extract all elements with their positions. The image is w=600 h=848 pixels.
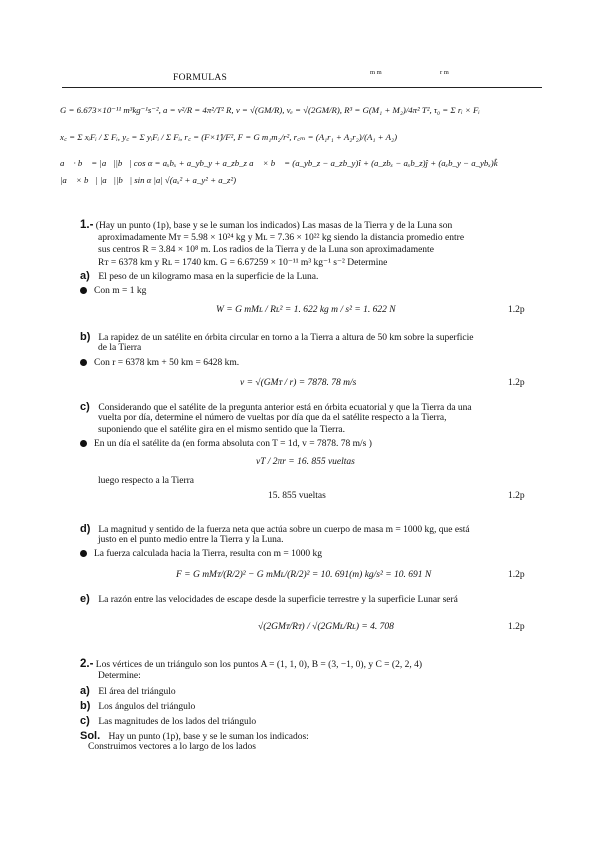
problem-2-statement: 2.- Los vértices de un triángulo son los puntos A = (1, 1, 0), B = (3, −1, 0), y C = (2, 2, 4) [80,658,422,670]
problem-number: 1.- [80,219,94,231]
part-c-question-line: vuelta por día, determine el número de vueltas por día que da el satélite respecto a la Tierra, [98,413,447,423]
part-a-question: a) El peso de un kilogramo masa en la superficie de la Luna. [80,270,319,282]
points-label: 1.2p [508,491,525,501]
part-c-given: En un día el satélite da (en forma absoluta con T = 1d, v = 7878. 78 m/s ) [80,439,372,449]
part-a-given: Con m = 1 kg [80,286,146,296]
bullet-icon [80,287,87,294]
problem-1-statement-line: aproximadamente Mᴛ = 5.98 × 10²⁴ kg y Mʟ = 7.36 × 10²² kg siendo la distancia promedio entre [98,233,465,243]
part-e-equation: √(2GMᴛ/Rᴛ) / √(2GMʟ/Rʟ) = 4. 708 [258,622,394,632]
part-b-question: b) La rapidez de un satélite en órbita circular en torno a la Tierra a altura de 50 km sobre la superficie [80,331,474,343]
problem-2-solution-line: Construimos vectores a lo largo de los lados [88,742,256,752]
header-right-note: m m [370,69,382,76]
part-b-question-line: de la Tierra [98,343,142,353]
bullet-icon [80,359,87,366]
problem-1-statement: 1.- (Hay un punto (1p), base y se le suman los indicados) Las masas de la Tierra y de la Luna son [80,219,453,231]
part-b-given: Con r = 6378 km + 50 km = 6428 km. [80,358,239,368]
header-rule [62,87,542,88]
problem-2-part-a: a) El área del triángulo [80,685,176,697]
problem-2-solution: Sol. Hay un punto (1p), base y se le suman los indicados: [80,730,309,742]
formula-line: a⃗ · b⃗ = |a⃗||b⃗| cos α = aₓbₓ + a_yb_y + a_zb_z a⃗ × b⃗ = (a_yb_z − a_zb_y)î + (a_zbₓ − aₓb_z)ĵ + (aₓb_y − a_ybₓ)k̂ [60,158,498,168]
part-a-equation: W = G mMʟ / Rʟ² = 1. 622 kg m / s² = 1. 622 N [216,305,396,315]
points-label: 1.2p [508,570,525,580]
bullet-icon [80,550,87,557]
formula-line: G = 6.673×10⁻¹¹ m³kg⁻¹s⁻², a = v²/R = 4π²/T² R, v = √(GM/R), vₑ = √(2GM/R), R³ = G(M₁ + M₂)/4π² T², τ₀ = Σ rᵢ × Fᵢ [60,105,480,115]
problem-1-statement-line: sus centros R = 3.84 × 10⁸ m. Los radios de la Tierra y de la Luna son aproximadamente [98,245,434,255]
part-d-equation: F = G mMᴛ/(R/2)² − G mMʟ/(R/2)² = 10. 691(m) kg/s² = 10. 691 N [176,570,432,580]
page-title: FORMULAS [173,73,228,83]
problem-2-part-c: c) Las magnitudes de los lados del triángulo [80,715,257,727]
part-c-equation: vT / 2πr = 16. 855 vueltas [256,457,355,467]
problem-2-part-b: b) Los ángulos del triángulo [80,700,196,712]
points-label: 1.2p [508,305,525,315]
points-label: 1.2p [508,622,525,632]
problem-2-statement-line: Determine: [98,671,141,681]
part-d-question: d) La magnitud y sentido de la fuerza neta que actúa sobre un cuerpo de masa m = 1000 kg, que está [80,523,470,535]
part-d-given: La fuerza calculada hacia la Tierra, resulta con m = 1000 kg [80,549,322,559]
formula-line: x꜀ = Σ xᵢFᵢ / Σ Fᵢ, y꜀ = Σ yᵢFᵢ / Σ Fᵢ, r꜀ = (F×1̂)/F², F = G m₁m₂/r², r꜀ₘ = (A₁r₁ + A₂r₂)/(A₁ + A₂) [60,132,398,142]
part-c-relative: luego respecto a la Tierra [98,476,195,486]
problem-1-statement-line: Rᴛ = 6378 km y Rʟ = 1740 km. G = 6.67259 × 10⁻¹¹ m³ kg⁻¹ s⁻² Determine [98,258,388,268]
bullet-icon [80,440,87,447]
part-e-question: e) La razón entre las velocidades de escape desde la superficie terrestre y la superficie Lunar será [80,593,458,605]
part-c-result: 15. 855 vueltas [268,491,326,501]
part-c-question-line: suponiendo que el satélite gira en el mismo sentido que la Tierra. [98,425,345,435]
problem-number: 2.- [80,658,94,670]
part-d-question-line: justo en el punto medio entre la Tierra y la Luna. [98,535,284,545]
formula-line: |a⃗ × b⃗| |a⃗||b⃗| sin α |a| √(aₓ² + a_y² + a_z²) [60,175,237,185]
points-label: 1.2p [508,378,525,388]
part-b-equation: v = √(GMᴛ / r) = 7878. 78 m/s [240,378,357,388]
part-c-question: c) Considerando que el satélite de la pregunta anterior está en órbita ecuatorial y que la Tierra da una [80,401,472,413]
header-right-note: r m [440,69,449,76]
